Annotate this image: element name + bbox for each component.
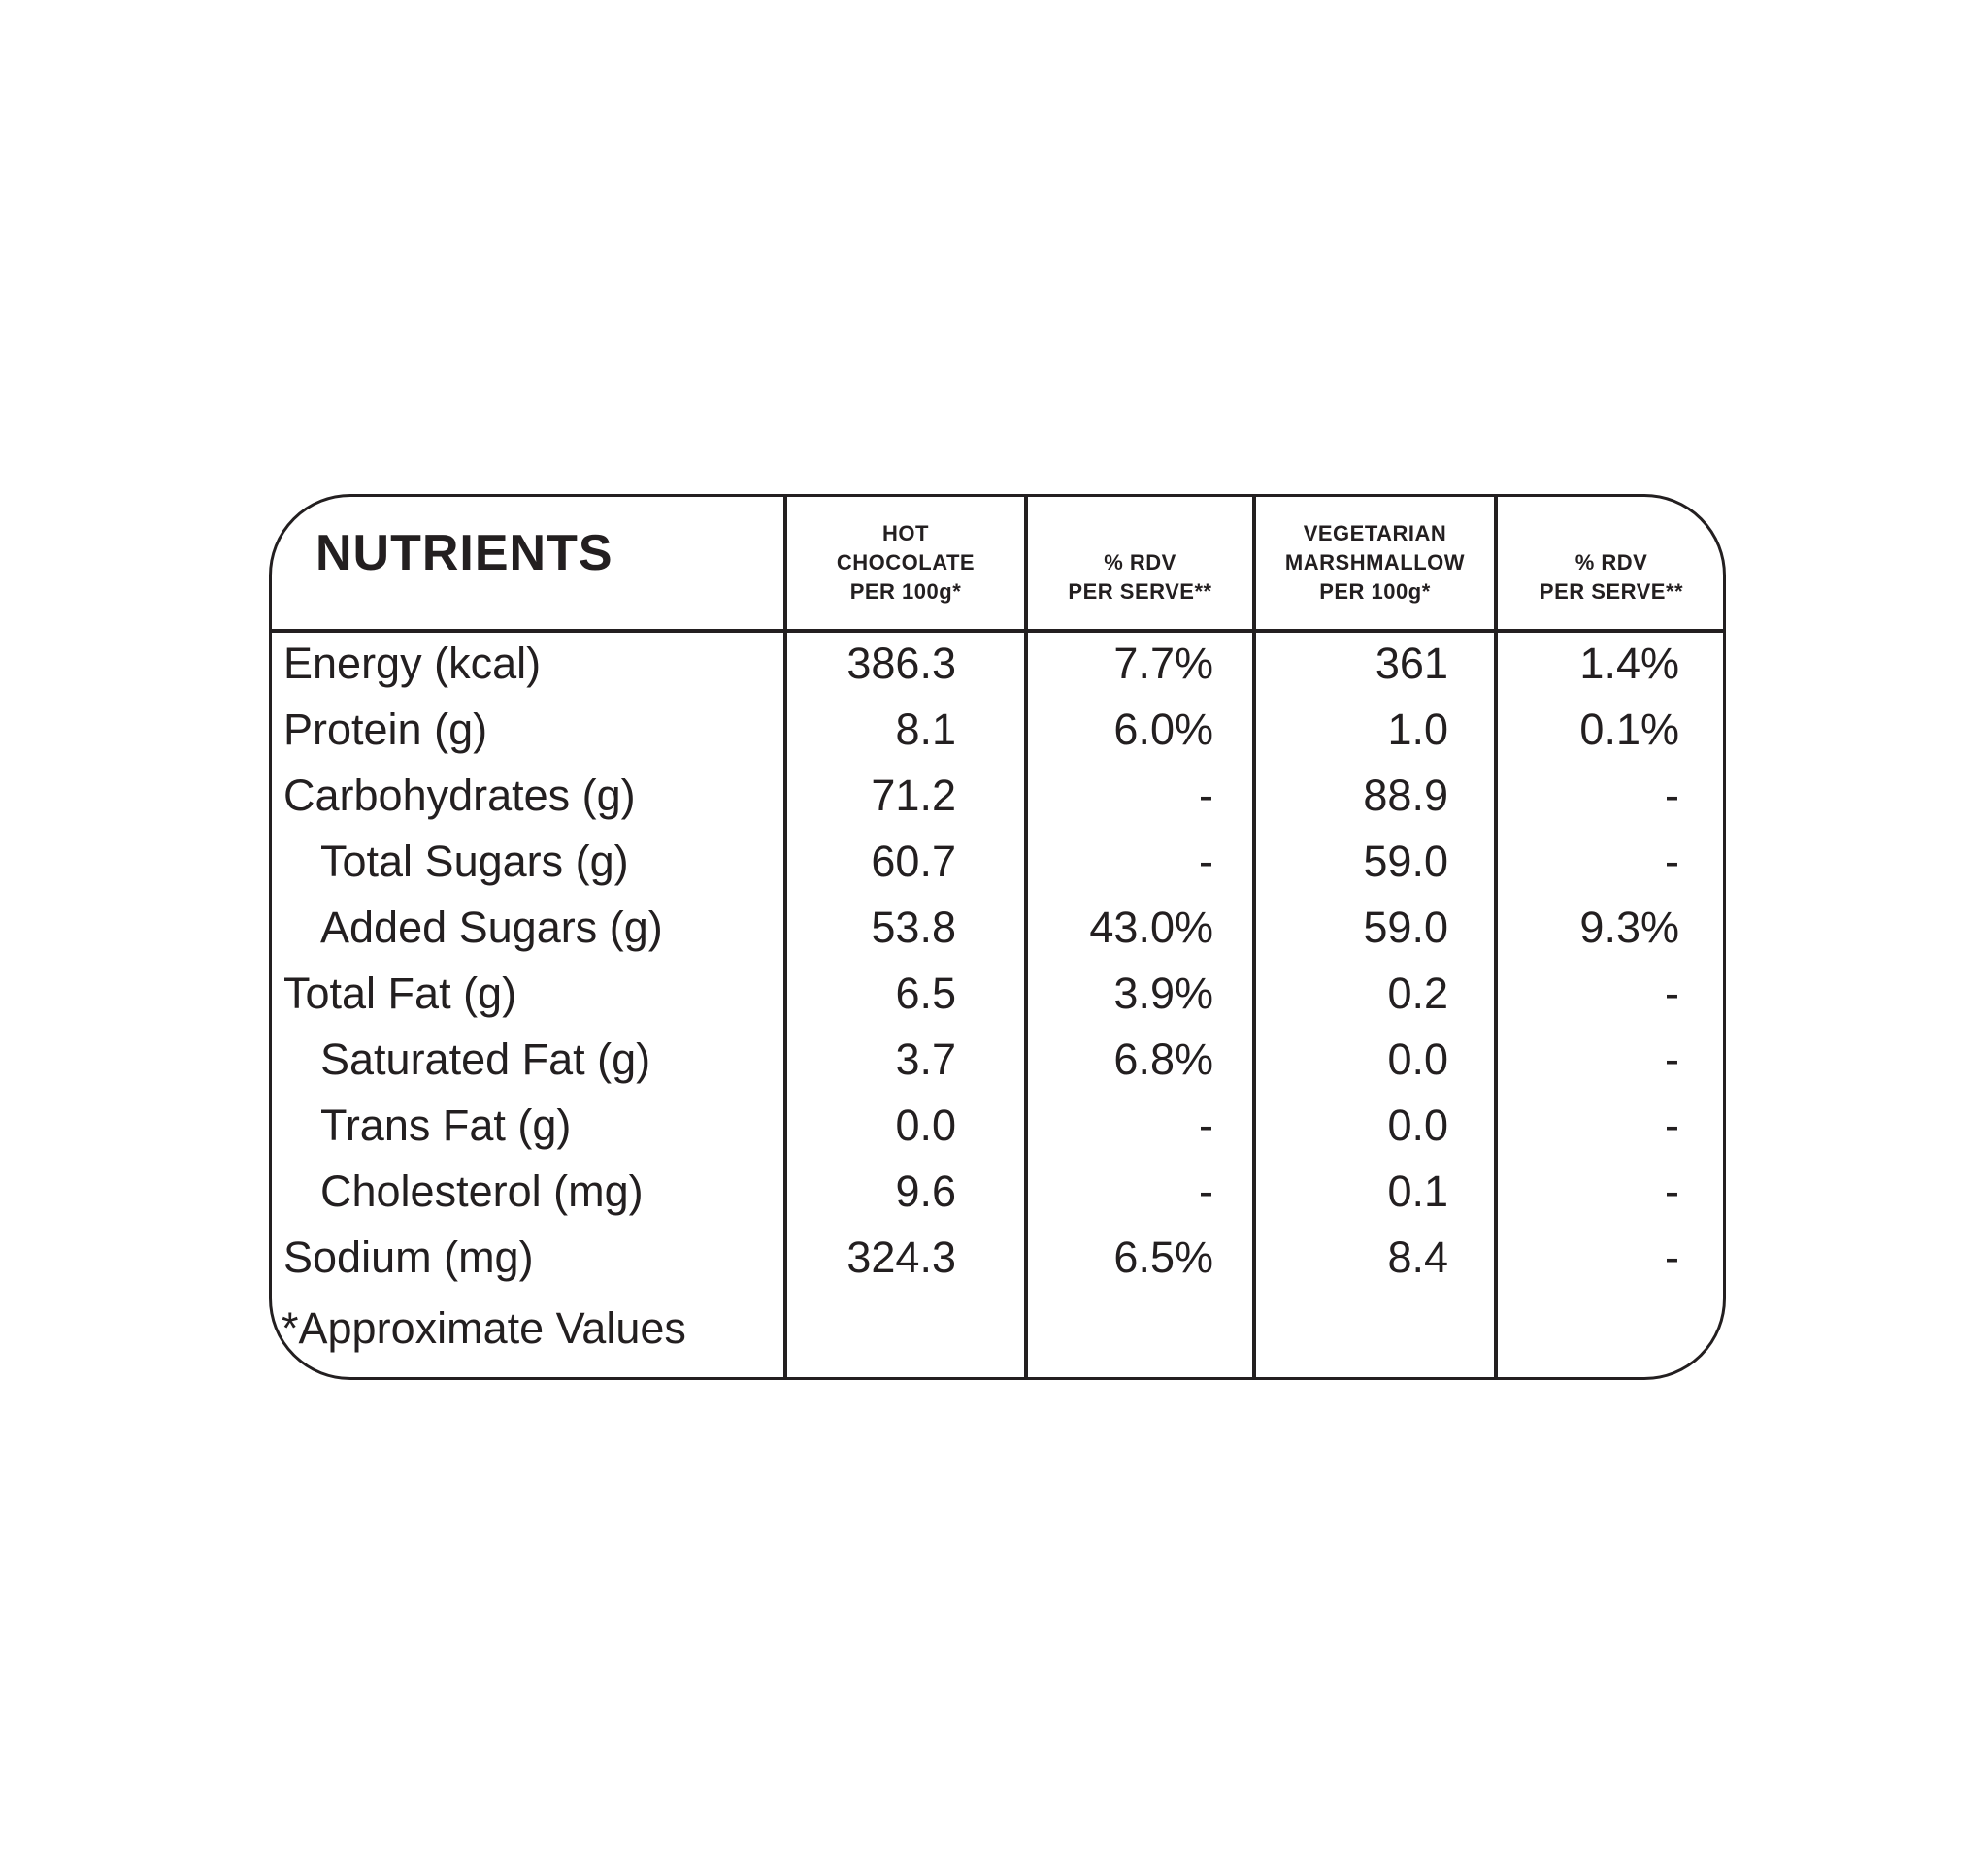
nutrient-name: Protein (g): [283, 705, 488, 754]
header-line: PER 100g*: [1319, 579, 1431, 604]
nutrient-value: 8.1: [895, 705, 956, 754]
nutrient-value: -: [1199, 1100, 1213, 1150]
nutrient-value: 9.3%: [1579, 903, 1679, 952]
table-row: [272, 631, 1723, 697]
nutrient-value: 71.2: [871, 771, 956, 820]
nutrient-value: 60.7: [871, 837, 956, 886]
table-row: [272, 895, 1723, 961]
nutrient-value: -: [1199, 1166, 1213, 1216]
header-line: VEGETARIAN: [1303, 521, 1447, 545]
nutrient-name: Carbohydrates (g): [283, 771, 636, 820]
header-hot-chocolate-per-100g: [787, 497, 1024, 629]
nutrient-value: 6.5%: [1113, 1232, 1213, 1282]
header-line: PER SERVE**: [1068, 579, 1212, 604]
nutrient-name: Total Sugars (g): [320, 837, 629, 886]
nutrient-value: -: [1665, 1035, 1679, 1084]
nutrient-value: 386.3: [846, 639, 956, 688]
nutrient-value: -: [1665, 837, 1679, 886]
header-line: HOT: [882, 521, 929, 545]
table-row: [272, 697, 1723, 763]
nutrient-value: 9.6: [895, 1166, 956, 1216]
nutrient-name: Cholesterol (mg): [320, 1166, 644, 1216]
nutrient-value: 0.1: [1387, 1166, 1448, 1216]
nutrient-value: 0.1%: [1579, 705, 1679, 754]
nutrient-name: Trans Fat (g): [320, 1100, 572, 1150]
nutrient-value: 59.0: [1363, 903, 1448, 952]
table-row: [272, 961, 1723, 1027]
nutrient-name: Added Sugars (g): [320, 903, 663, 952]
nutrient-value: 0.0: [895, 1100, 956, 1150]
nutrient-name: Saturated Fat (g): [320, 1035, 651, 1084]
table-row: [272, 1093, 1723, 1159]
footnote: *Approximate Values: [282, 1303, 686, 1353]
nutrient-name: Energy (kcal): [283, 639, 542, 688]
nutrient-value: -: [1199, 837, 1213, 886]
nutrient-value: 361: [1375, 639, 1448, 688]
nutrient-value: 1.0: [1387, 705, 1448, 754]
header-line: CHOCOLATE: [836, 550, 976, 575]
nutrient-value: 0.2: [1387, 969, 1448, 1018]
nutrient-value: 324.3: [846, 1232, 956, 1282]
nutrient-name: Total Fat (g): [283, 969, 517, 1018]
nutrient-value: 6.0%: [1113, 705, 1213, 754]
nutrient-value: -: [1665, 771, 1679, 820]
header-rdv-per-serve-2: [1498, 497, 1725, 629]
nutrient-value: 43.0%: [1089, 903, 1213, 952]
nutrient-value: 0.0: [1387, 1100, 1448, 1150]
nutrient-value: 3.9%: [1113, 969, 1213, 1018]
nutrient-name: Sodium (mg): [283, 1232, 534, 1282]
header-marshmallow-per-100g: [1256, 497, 1494, 629]
header-line: MARSHMALLOW: [1284, 550, 1466, 575]
table-row: [272, 1159, 1723, 1225]
table-row: [272, 1225, 1723, 1291]
header-line: PER SERVE**: [1539, 579, 1684, 604]
nutrition-table: [269, 494, 1726, 1380]
nutrient-value: 88.9: [1363, 771, 1448, 820]
nutrient-value: 8.4: [1387, 1232, 1448, 1282]
nutrient-value: 3.7: [895, 1035, 956, 1084]
nutrient-value: 59.0: [1363, 837, 1448, 886]
nutrient-value: 1.4%: [1579, 639, 1679, 688]
nutrient-value: 6.5: [895, 969, 956, 1018]
nutrient-value: 6.8%: [1113, 1035, 1213, 1084]
nutrient-value: -: [1665, 969, 1679, 1018]
nutrient-value: 53.8: [871, 903, 956, 952]
header-line: PER 100g*: [849, 579, 962, 604]
table-row: [272, 829, 1723, 895]
header-line: % RDV: [1104, 550, 1176, 575]
nutrient-value: -: [1665, 1100, 1679, 1150]
nutrient-value: -: [1665, 1232, 1679, 1282]
table-row: [272, 763, 1723, 829]
table-title: NUTRIENTS: [315, 525, 613, 581]
nutrient-value: -: [1199, 771, 1213, 820]
header-line: % RDV: [1574, 550, 1648, 575]
header-rdv-per-serve-1: [1028, 497, 1252, 629]
table-row: [272, 1027, 1723, 1093]
nutrient-value: 7.7%: [1113, 639, 1213, 688]
nutrient-value: -: [1665, 1166, 1679, 1216]
nutrient-value: 0.0: [1387, 1035, 1448, 1084]
